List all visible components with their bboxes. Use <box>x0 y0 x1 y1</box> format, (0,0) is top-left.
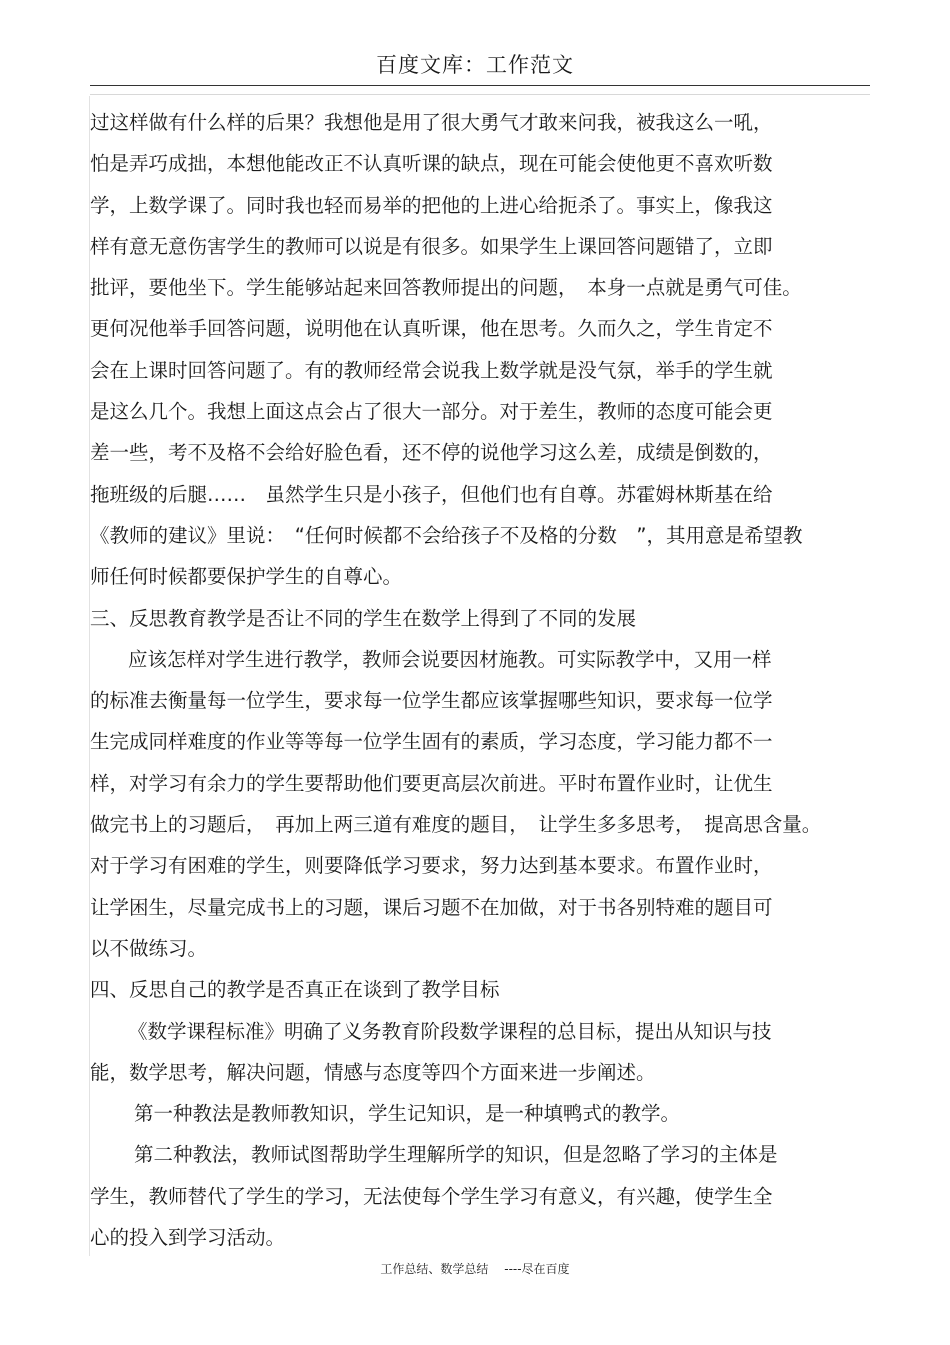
text-line: 生完成同样难度的作业等等每一位学生固有的素质，学习态度，学习能力都不一 <box>90 730 773 754</box>
text-line: 批评，要他坐下。学生能够站起来回答教师提出的问题， 本身一点就是勇气可佳。 <box>90 276 802 300</box>
text-line: 做完书上的习题后， 再加上两三道有难度的题目， 让学生多多思考， 提高思含量。 <box>90 813 822 837</box>
page-header: 百度文库：工作范文 <box>376 53 574 77</box>
page-footer: 工作总结、数学总结 ----尽在百度 <box>380 1262 570 1276</box>
text-line: 以不做练习。 <box>90 936 208 960</box>
text-line: 让学困生，尽量完成书上的习题，课后习题不在加做，对于书各别特难的题目可 <box>90 895 773 919</box>
text-line: 第二种教法，教师试图帮助学生理解所学的知识，但是忽略了学习的主体是 <box>134 1143 778 1167</box>
text-line: 学生，教师替代了学生的学习，无法使每个学生学习有意义，有兴趣，使学生全 <box>90 1184 773 1208</box>
text-line: 《教师的建议》里说： “任何时候都不会给孩子不及格的分数 ”，其用意是希望教 <box>90 523 803 547</box>
text-line: 对于学习有困难的学生，则要降低学习要求，努力达到基本要求。布置作业时， <box>90 854 773 878</box>
text-line: 《数学课程标准》明确了义务教育阶段数学课程的总目标，提出从知识与技 <box>128 1019 772 1043</box>
text-line: 心的投入到学习活动。 <box>90 1226 286 1250</box>
text-line: 样，对学习有余力的学生要帮助他们要更高层次前进。平时布置作业时，让优生 <box>90 771 773 795</box>
text-line: 应该怎样对学生进行教学，教师会说要因材施教。可实际教学中，又用一样 <box>128 647 772 671</box>
text-line: 过这样做有什么样的后果？我想他是用了很大勇气才敢来问我，被我这么一吼， <box>90 111 773 134</box>
header-rule <box>90 85 870 86</box>
text-line: 差一些，考不及格不会给好脸色看，还不停的说他学习这么差，成绩是倒数的， <box>90 441 773 465</box>
text-line: 更何况他举手回答问题，说明他在认真听课，他在思考。久而久之，学生肯定不 <box>90 317 773 341</box>
document-body <box>90 102 870 1258</box>
section-heading: 四、反思自己的教学是否真正在谈到了教学目标 <box>90 978 500 1002</box>
text-line: 会在上课时回答问题了。有的教师经常会说我上数学就是没气氛，举手的学生就 <box>90 358 773 382</box>
header-rule-faint <box>90 94 870 95</box>
text-line: 师任何时候都要保护学生的自尊心。 <box>90 565 403 589</box>
text-line: 能，数学思考，解决问题，情感与态度等四个方面来进一步阐述。 <box>90 1060 656 1084</box>
text-line: 样有意无意伤害学生的教师可以说是有很多。如果学生上课回答问题错了，立即 <box>90 234 773 258</box>
text-line: 的标准去衡量每一位学生，要求每一位学生都应该掌握哪些知识，要求每一位学 <box>90 689 773 713</box>
text-line: 是这么几个。我想上面这点会占了很大一部分。对于差生，教师的态度可能会更 <box>90 400 773 424</box>
text-line: 拖班级的后腿…… 虽然学生只是小孩子，但他们也有自尊。苏霍姆林斯基在给 <box>90 482 773 506</box>
text-line: 学，上数学课了。同时我也轻而易举的把他的上进心给扼杀了。事实上，像我这 <box>90 193 773 217</box>
text-line: 怕是弄巧成拙，本想他能改正不认真听课的缺点，现在可能会使他更不喜欢听数 <box>90 152 773 176</box>
section-heading: 三、反思教育教学是否让不同的学生在数学上得到了不同的发展 <box>90 606 637 630</box>
text-line: 第一种教法是教师教知识，学生记知识，是一种填鸭式的教学。 <box>134 1102 681 1126</box>
